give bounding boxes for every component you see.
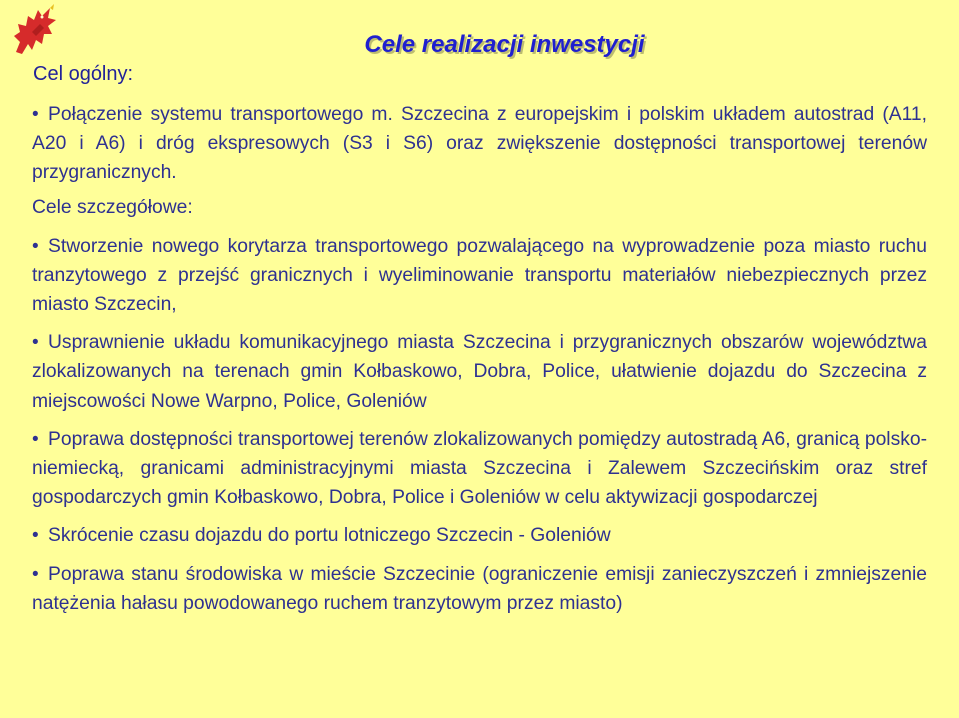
list-item-text: Poprawa dostępności transportowej terenów zlokalizowanych pomiędzy autostradą A6, granicą polsko-niemiecką, granicami administracyjnymi miasta Szczecina i Zalewem Szczecińskim oraz stref gospodarczych gmin Kołbaskowo, Dobra, Police i Goleniów w celu aktywizacji gospodarczej — [32, 428, 927, 509]
list-item-text: Poprawa stanu środowiska w mieście Szczecinie (ograniczenie emisji zanieczyszczeń i zmniejszenie natężenia hałasu powodowanego ruchem tranzytowym przez miasto) — [32, 563, 927, 614]
general-goal-label: Cel ogólny: — [33, 63, 134, 85]
list-item — [32, 560, 927, 618]
page-title: Cele realizacji inwestycji — [364, 31, 645, 58]
bullet: • — [32, 525, 39, 547]
list-item-text: Usprawnienie układu komunikacyjnego miasta Szczecina i przygranicznych obszarów województwa zlokalizowanych na terenach gmin Kołbaskowo, Dobra, Police, ułatwienie dojazdu do Szczecina z miejscowości Nowe Warpno, Police, Goleniów — [32, 332, 927, 412]
bullet: • — [32, 428, 39, 450]
general-goal — [32, 100, 927, 188]
bullet: • — [32, 235, 39, 257]
list-item — [32, 232, 927, 320]
content — [32, 100, 927, 627]
list-item — [32, 521, 927, 550]
list-item-text: Skrócenie czasu dojazdu do portu lotniczego Szczecin - Goleniów — [48, 525, 611, 547]
bullet: • — [32, 563, 39, 585]
general-goal-text: Połączenie systemu transportowego m. Szczecina z europejskim i polskim układem autostrad (A11, A20 i A6) i dróg ekspresowych (S3 i S6) oraz zwiększenie dostępności transportowej terenów przygranicznych. — [32, 104, 927, 184]
list-item — [32, 328, 927, 416]
list-item-text: Stworzenie nowego korytarza transportowego pozwalającego na wyprowadzenie poza miasto ruchu tranzytowego z przejść granicznych i wyeliminowanie transportu materiałów niebezpiecznych przez miasto Szczecin, — [32, 235, 927, 316]
list-item — [32, 425, 927, 513]
specific-goals-label: Cele szczegółowe: — [32, 196, 193, 218]
bullet: • — [32, 332, 39, 354]
bullet: • — [32, 104, 39, 125]
